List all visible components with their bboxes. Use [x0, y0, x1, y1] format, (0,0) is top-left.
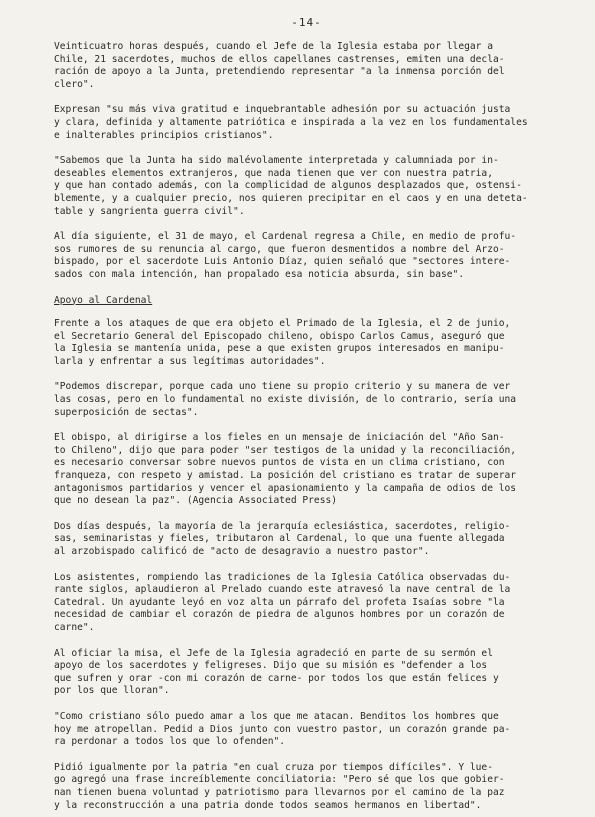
- text-line: bispado, por el sacerdote Luis Antonio Díaz, quien señaló que "sectores intere-: [54, 256, 511, 268]
- text-line: necesidad de cambiar el corazón de piedra de algunos hombres por un corazón de: [54, 609, 505, 621]
- section-heading: Apoyo al Cardenal: [54, 294, 153, 306]
- text-line: Al oficiar la misa, el Jefe de la Iglesia agradeció en parte de su sermón el: [54, 647, 493, 659]
- text-line: hoy me atropellan. Pedid a Dios junto con vuestro pastor, un corazón grande pa-: [54, 723, 511, 735]
- text-line: carne".: [54, 621, 95, 633]
- text-line: El obispo, al dirigirse a los fieles en un mensaje de iniciación del "Año San-: [54, 432, 505, 444]
- text-line: el Secretario General del Episcopado chileno, obispo Carlos Camus, aseguró que: [54, 330, 505, 342]
- text-line: franqueza, con respeto y amistad. La posición del cristiano es tratar de superar: [54, 470, 517, 482]
- text-line: Chile, 21 sacerdotes, muchos de ellos capellanes castrenses, emiten una decla-: [54, 53, 505, 65]
- text-line: Veinticuatro horas después, cuando el Jefe de la Iglesia estaba por llegar a: [54, 41, 493, 52]
- text-line: sas, seminaristas y fieles, tributaron al Cardenal, lo que una fuente allegada: [54, 533, 505, 545]
- text-line: e inalterables principios cristianos".: [54, 129, 274, 141]
- text-line: Frente a los ataques de que era objeto el Primado de la Iglesia, el 2 de junio,: [54, 318, 511, 330]
- text-line: ración de apoyo a la Junta, pretendiendo representar "a la inmensa porción del: [54, 66, 505, 78]
- paragraph: [54, 381, 559, 419]
- paragraph: [54, 762, 559, 812]
- text-line: Dos días después, la mayoría de la jerarquía eclesiástica, sacerdotes, religio-: [54, 520, 511, 532]
- body-section-1: [54, 41, 559, 282]
- text-line: que no desean la paz". (Agencia Associated Press): [54, 495, 338, 507]
- text-line: go agregó una frase increíblemente conciliatoria: "Pero sé que los que gobier-: [54, 774, 505, 786]
- paragraph: [54, 155, 559, 218]
- paragraph: [54, 231, 559, 281]
- paragraph: [54, 648, 559, 698]
- text-line: por los que lloran".: [54, 685, 170, 697]
- text-line: las cosas, pero en lo fundamental no existe división, de lo contrario, sería una: [54, 394, 517, 406]
- text-line: Al día siguiente, el 31 de mayo, el Cardenal regresa a Chile, en medio de profu-: [54, 231, 517, 243]
- text-line: table y sangrienta guerra civil".: [54, 205, 245, 217]
- text-line: que sufren y orar -con mi corazón de carne- por todos los que están felices y: [54, 672, 499, 684]
- paragraph: [54, 521, 559, 559]
- text-line: y la reconstrucción a una patria donde todos seamos hermanos en libertad".: [54, 799, 482, 811]
- page-number: -14-: [291, 16, 322, 29]
- text-line: al arzobispado calificó de "acto de desagravio a nuestro pastor".: [54, 546, 430, 557]
- text-line: to Chileno", dijo que para poder "ser testigos de la unidad y la reconciliación,: [54, 444, 517, 456]
- paragraph: [54, 711, 559, 749]
- text-line: la Iglesia se mantenía unida, pese a que existen grupos interesados en manipu-: [54, 343, 505, 355]
- paragraph: [54, 104, 559, 142]
- text-line: deseables elementos extranjeros, que nada tienen que ver con nuestra patria,: [54, 167, 493, 179]
- text-line: antagonismos partidarios y vencer el apasionamiento y la campaña de odios de los: [54, 482, 517, 494]
- text-line: "Sabemos que la Junta ha sido malévolamente interpretada y calumniada por in-: [54, 155, 499, 167]
- text-line: Los asistentes, rompiendo las tradiciones de la Iglesia Católica observadas du-: [54, 571, 511, 583]
- paragraph: [54, 432, 559, 508]
- text-line: sados con mala intención, han propalado esa noticia absurda, sin base".: [54, 268, 465, 280]
- text-line: ra perdonar a todos los que lo ofenden".: [54, 736, 286, 748]
- text-line: sos rumores de su renuncia al cargo, que fueron desmentidos a nombre del Arzo-: [54, 243, 505, 255]
- text-line: clero".: [54, 78, 95, 90]
- text-line: "Como cristiano sólo puedo amar a los que me atacan. Benditos los hombres que: [54, 710, 499, 722]
- text-line: superposición de sectas".: [54, 406, 199, 418]
- paragraph: [54, 572, 559, 635]
- text-line: nan tienen buena voluntad y patriotismo para llevarnos por el camino de la paz: [54, 786, 505, 798]
- text-line: y que han contado además, con la complicidad de algunos desplazados que, ostensi-: [54, 180, 522, 192]
- paragraph: [54, 41, 559, 91]
- paragraph: [54, 318, 559, 368]
- text-line: apoyo de los sacerdotes y feligreses. Dijo que su misión es "defender a los: [54, 660, 488, 672]
- text-line: "Podemos discrepar, porque cada uno tiene su propio criterio y su manera de ver: [54, 381, 511, 393]
- text-line: larla y enfrentar a sus legítimas autoridades".: [54, 355, 326, 367]
- text-line: Expresan "su más viva gratitud e inquebrantable adhesión por su actuación justa: [54, 104, 511, 116]
- text-line: blemente, y a cualquier precio, nos quieren precipitar en el caos y en una deteta-: [54, 192, 528, 204]
- text-line: y clara, definida y altamente patriótica e inspirada a la vez en los fundamentales: [54, 116, 528, 128]
- text-line: es necesario conversar sobre nuevos puntos de vista en un clima cristiano, con: [54, 457, 505, 469]
- body-section-2: [54, 318, 559, 812]
- text-line: Pidió igualmente por la patria "en cual cruza por tiempos difíciles". Y lue-: [54, 761, 493, 773]
- text-line: rante siglos, aplaudieron al Prelado cuando este atravesó la nave central de la: [54, 584, 511, 596]
- text-line: Catedral. Un ayudante leyó en voz alta un párrafo del profeta Isaías sobre "la: [54, 596, 505, 608]
